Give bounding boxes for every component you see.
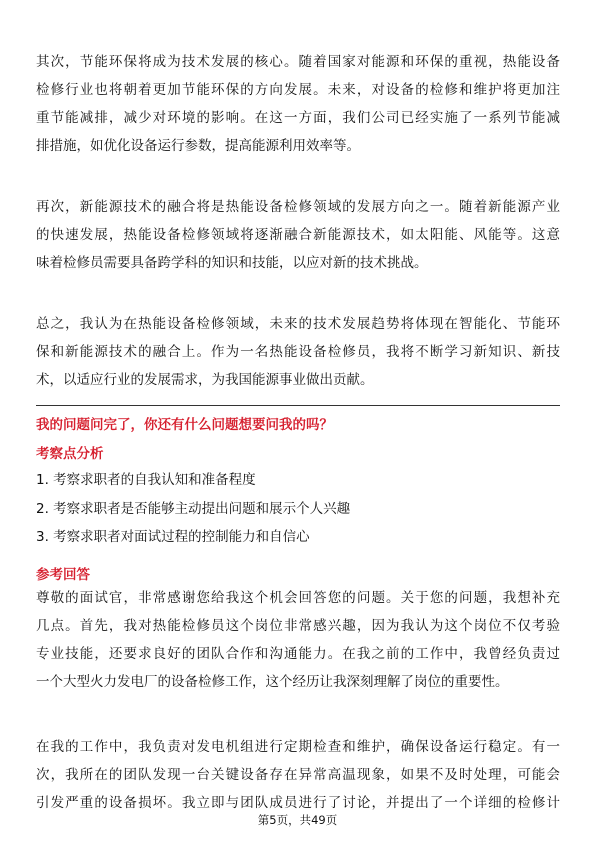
text-line: 一个大型火力发电厂的设备检修工作，这个经历让我深刻理解了岗位的重要性。 [36, 674, 509, 690]
text-line: 次，我所在的团队发现一台关键设备存在异常高温现象，如果不及时处理，可能会 [36, 767, 560, 783]
text-line: 其次，节能环保将成为技术发展的核心。随着国家对能源和环保的重视，热能设备 [36, 54, 560, 70]
analysis-heading: 考察点分析 [36, 446, 104, 462]
text-line: 重节能减排，减少对环境的影响。在这一方面，我们公司已经实施了一系列节能减 [36, 110, 560, 126]
text-line: 的快速发展，热能设备检修领域将逐渐融合新能源技术，如太阳能、风能等。这意 [36, 227, 560, 243]
text-line: 保和新能源技术的融合上。作为一名热能设备检修员，我将不断学习新知识、新技 [36, 344, 560, 360]
list-item: 3. 考察求职者对面试过程的控制能力和自信心 [36, 529, 310, 545]
text-line: 总之，我认为在热能设备检修领域，未来的技术发展趋势将体现在智能化、节能环 [36, 316, 560, 332]
paragraph-new-energy [36, 193, 560, 277]
list-item: 1. 考察求职者的自我认知和准备程度 [36, 472, 256, 488]
text-line: 尊敬的面试官，非常感谢您给我这个机会回答您的问题。关于您的问题，我想补充 [36, 590, 560, 606]
text-line: 味着检修员需要具备跨学科的知识和技能，以应对新的技术挑战。 [36, 255, 428, 271]
section-divider [36, 405, 560, 406]
text-line: 检修行业也将朝着更加节能环保的方向发展。未来，对设备的检修和维护将更加注 [36, 82, 560, 98]
text-line: 排措施，如优化设备运行参数，提高能源利用效率等。 [36, 138, 360, 154]
page-number-footer: 第5页，共49页 [257, 813, 338, 827]
text-line: 几点。首先，我对热能检修员这个岗位非常感兴趣，因为我认为这个岗位不仅考验 [36, 618, 560, 634]
answer-heading: 参考回答 [36, 567, 90, 583]
paragraph-energy-saving [36, 48, 560, 160]
answer-paragraph-1 [36, 584, 560, 696]
text-line: 专业技能，还要求良好的团队合作和沟通能力。在我之前的工作中，我曾经负责过 [36, 646, 560, 662]
list-item: 2. 考察求职者是否能够主动提出问题和展示个人兴趣 [36, 500, 351, 517]
text-line: 引发严重的设备损坏。我立即与团队成员进行了讨论，并提出了一个详细的检修计 [36, 795, 560, 811]
answer-paragraph-2 [36, 733, 560, 817]
text-line: 再次，新能源技术的融合将是热能设备检修领域的发展方向之一。随着新能源产业 [36, 199, 560, 215]
paragraph-conclusion [36, 310, 560, 394]
text-line: 术，以适应行业的发展需求，为我国能源事业做出贡献。 [36, 372, 374, 388]
analysis-list [36, 466, 560, 552]
question-heading: 我的问题问完了，你还有什么问题想要问我的吗？ [36, 417, 333, 433]
text-line: 在我的工作中，我负责对发电机组进行定期检查和维护，确保设备运行稳定。有一 [36, 739, 560, 755]
